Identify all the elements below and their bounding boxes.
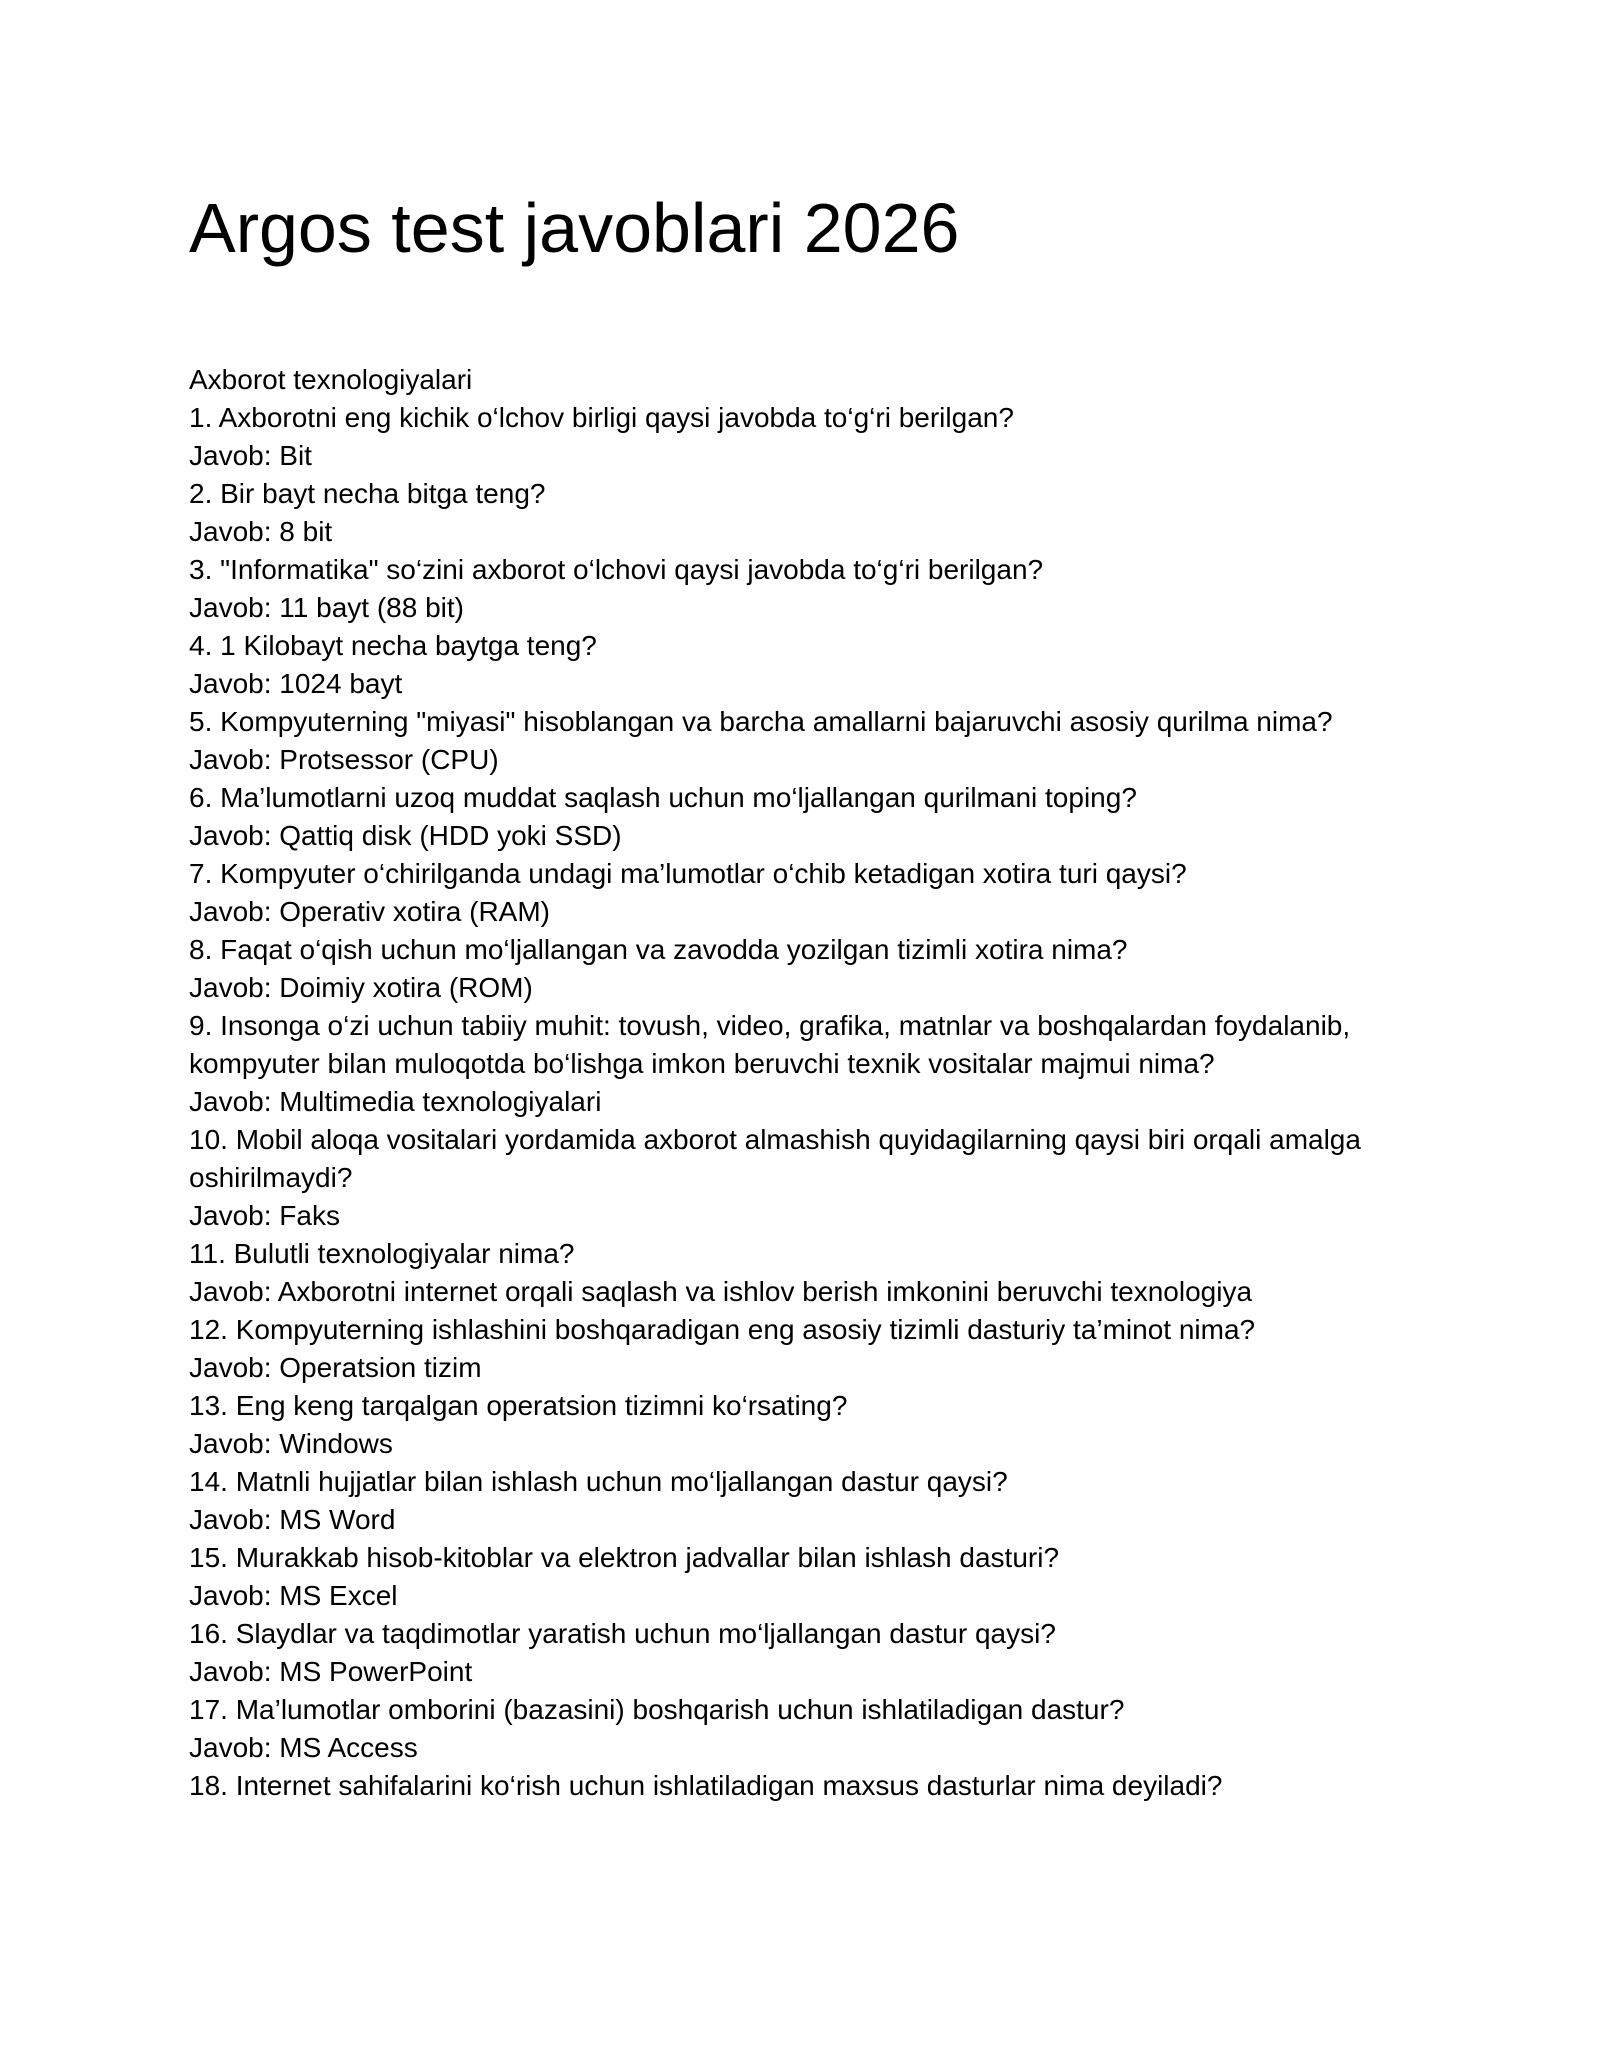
question-5: 5. Kompyuterning "miyasi" hisoblangan va barcha amallarni bajaruvchi asosiy qurilma nima?: [189, 706, 1333, 737]
document-body: [189, 361, 1409, 1805]
question-3: 3. "Informatika" so‘zini axborot o‘lchovi qaysi javobda to‘g‘ri berilgan?: [189, 554, 1044, 585]
answer-5: Javob: Protsessor (CPU): [189, 744, 499, 775]
answer-13: Javob: Windows: [189, 1428, 393, 1459]
question-12: 12. Kompyuterning ishlashini boshqaradigan eng asosiy tizimli dasturiy ta’minot nima?: [189, 1314, 1256, 1345]
section-heading: Axborot texnologiyalari: [189, 364, 473, 395]
answer-14: Javob: MS Word: [189, 1504, 396, 1535]
answer-17: Javob: MS Access: [189, 1732, 418, 1763]
answer-4: Javob: 1024 bayt: [189, 668, 403, 699]
question-17: 17. Ma’lumotlar omborini (bazasini) boshqarish uchun ishlatiladigan dastur?: [189, 1694, 1125, 1725]
question-10: 10. Mobil aloqa vositalari yordamida axborot almashish quyidagilarning qaysi biri orqali amalga oshirilmaydi?: [189, 1124, 1361, 1193]
question-8: 8. Faqat o‘qish uchun mo‘ljallangan va zavodda yozilgan tizimli xotira nima?: [189, 934, 1128, 965]
answer-15: Javob: MS Excel: [189, 1580, 398, 1611]
question-11: 11. Bulutli texnologiyalar nima?: [189, 1238, 575, 1269]
question-4: 4. 1 Kilobayt necha baytga teng?: [189, 630, 597, 661]
question-16: 16. Slaydlar va taqdimotlar yaratish uchun mo‘ljallangan dastur qaysi?: [189, 1618, 1056, 1649]
question-6: 6. Ma’lumotlarni uzoq muddat saqlash uchun mo‘ljallangan qurilmani toping?: [189, 782, 1137, 813]
question-14: 14. Matnli hujjatlar bilan ishlash uchun mo‘ljallangan dastur qaysi?: [189, 1466, 1008, 1497]
document-title: Argos test javoblari 2026: [189, 189, 960, 267]
question-18: 18. Internet sahifalarini ko‘rish uchun ishlatiladigan maxsus dasturlar nima deyiladi?: [189, 1770, 1223, 1801]
question-9: 9. Insonga o‘zi uchun tabiiy muhit: tovush, video, grafika, matnlar va boshqalardan foydalanib, kompyuter bilan muloqotda bo‘lishga imkon beruvchi texnik vositalar majmui nima?: [189, 1010, 1351, 1079]
answer-8: Javob: Doimiy xotira (ROM): [189, 972, 533, 1003]
question-1: 1. Axborotni eng kichik o‘lchov birligi qaysi javobda to‘g‘ri berilgan?: [189, 402, 1014, 433]
question-2: 2. Bir bayt necha bitga teng?: [189, 478, 546, 509]
answer-3: Javob: 11 bayt (88 bit): [189, 592, 464, 623]
answer-2: Javob: 8 bit: [189, 516, 333, 547]
answer-6: Javob: Qattiq disk (HDD yoki SSD): [189, 820, 622, 851]
answer-12: Javob: Operatsion tizim: [189, 1352, 482, 1383]
answer-16: Javob: MS PowerPoint: [189, 1656, 473, 1687]
answer-9: Javob: Multimedia texnologiyalari: [189, 1086, 602, 1117]
question-7: 7. Kompyuter o‘chirilganda undagi ma’lumotlar o‘chib ketadigan xotira turi qaysi?: [189, 858, 1187, 889]
question-15: 15. Murakkab hisob-kitoblar va elektron jadvallar bilan ishlash dasturi?: [189, 1542, 1060, 1573]
question-13: 13. Eng keng tarqalgan operatsion tizimni ko‘rsating?: [189, 1390, 848, 1421]
answer-11: Javob: Axborotni internet orqali saqlash va ishlov berish imkonini beruvchi texnologiya: [189, 1276, 1253, 1307]
answer-10: Javob: Faks: [189, 1200, 340, 1231]
answer-7: Javob: Operativ xotira (RAM): [189, 896, 550, 927]
answer-1: Javob: Bit: [189, 440, 312, 471]
